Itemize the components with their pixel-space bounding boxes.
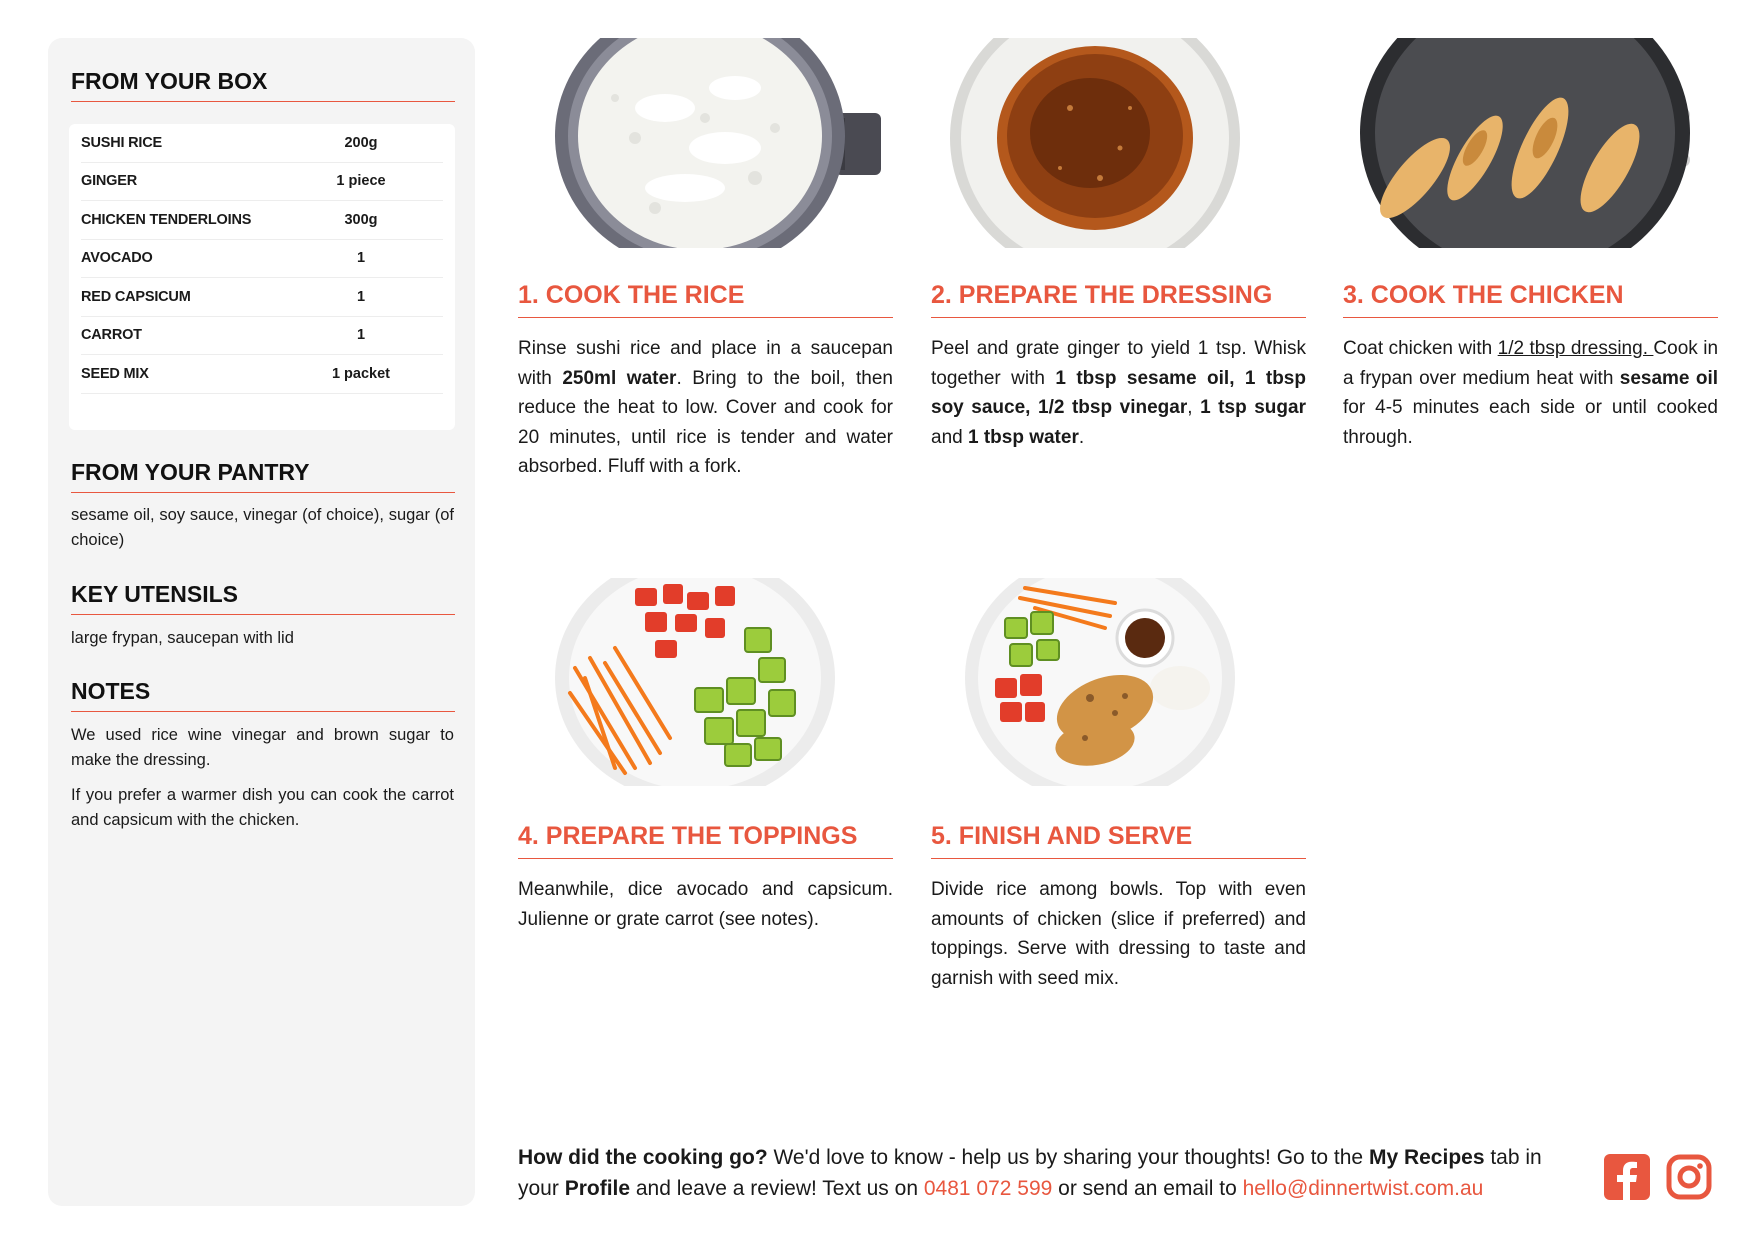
- note-2: If you prefer a warmer dish you can cook the carrot and capsicum with the chicken.: [71, 786, 454, 829]
- text-segment: Divide rice among bowls. Top with even amounts of chicken (slice if preferred) and toppings. Serve with dressing to taste and garnish with seed mix.: [931, 879, 1306, 989]
- from-your-pantry-heading: FROM YOUR PANTRY: [71, 459, 455, 493]
- box-ingredient-row: [81, 355, 443, 394]
- text-segment: Rinse sushi rice and place in a saucepan with: [518, 338, 893, 389]
- text-segment: We'd love to know - help us by sharing your thoughts! Go to the: [767, 1146, 1369, 1169]
- text-segment: 1 tsp sugar: [1200, 397, 1306, 418]
- facebook-icon[interactable]: [1604, 1154, 1650, 1200]
- box-ingredient-row: [81, 240, 443, 279]
- text-segment: Profile: [564, 1177, 631, 1200]
- text-segment: 1/2 tbsp dressing.: [1497, 338, 1654, 359]
- ingredient-quantity: 200g: [344, 134, 378, 151]
- step-3-text: [1343, 334, 1718, 452]
- note-1: We used rice wine vinegar and brown sugar to make the dressing.: [71, 726, 454, 769]
- step-2-text: [931, 334, 1306, 452]
- box-ingredient-row: [81, 124, 443, 163]
- pantry-text: sesame oil, soy sauce, vinegar (of choice), sugar (of choice): [71, 506, 454, 549]
- box-ingredients-table: [69, 124, 455, 430]
- ingredient-quantity: 1: [356, 288, 366, 305]
- box-ingredient-row: [81, 317, 443, 356]
- ingredient-name: SEED MIX: [81, 365, 149, 382]
- step-4-text: [518, 875, 893, 934]
- text-segment: Coat chicken with: [1343, 338, 1498, 359]
- text-segment: How did the cooking go?: [518, 1146, 768, 1169]
- step-5-photo-finished-plate: [965, 578, 1235, 786]
- ingredient-quantity: 1: [356, 250, 366, 267]
- text-segment: My Recipes: [1368, 1146, 1485, 1169]
- ingredient-quantity: 1: [356, 327, 366, 344]
- ingredient-name: GINGER: [81, 173, 137, 190]
- text-segment: 250ml water: [562, 367, 677, 389]
- box-ingredient-row: [81, 278, 443, 317]
- text-segment: and leave a review! Text us on: [630, 1177, 924, 1200]
- box-ingredient-row: [81, 201, 443, 240]
- step-2-heading: 2. PREPARE THE DRESSING: [931, 281, 1306, 318]
- text-segment: .: [1078, 426, 1085, 448]
- ingredient-quantity: 300g: [344, 211, 378, 228]
- step-4-photo-toppings-plate: [555, 578, 835, 786]
- utensils-text: large frypan, saucepan with lid: [71, 629, 294, 647]
- text-segment: Peel and grate ginger to yield 1 tsp. Whisk together with: [931, 338, 1306, 389]
- step-1-text: [518, 334, 893, 482]
- step-3-photo-chicken-frypan: [1360, 38, 1690, 248]
- text-segment: Meanwhile, dice avocado and capsicum. Julienne or grate carrot (see notes).: [518, 879, 893, 930]
- step-1-photo-rice-pot: [555, 38, 885, 248]
- text-segment: tab in your: [518, 1146, 1542, 1200]
- text-segment: sesame oil: [1619, 367, 1719, 389]
- notes-heading: NOTES: [71, 678, 455, 712]
- ingredient-name: CARROT: [81, 327, 142, 344]
- step-5-text: [931, 875, 1306, 993]
- ingredient-name: CHICKEN TENDERLOINS: [81, 211, 252, 228]
- text-segment[interactable]: hello@dinnertwist.com.au: [1242, 1177, 1484, 1200]
- ingredient-quantity: 1 packet: [331, 365, 391, 382]
- key-utensils-heading: KEY UTENSILS: [71, 581, 455, 615]
- ingredient-name: RED CAPSICUM: [81, 288, 191, 305]
- text-segment: or send an email to: [1052, 1177, 1243, 1200]
- text-segment: . Bring to the boil, then reduce the heat to low. Cover and cook for 20 minutes, until rice is tender and water absorbed. Fluff with a fork.: [518, 367, 893, 477]
- text-segment: Cook in a frypan over medium heat with: [1343, 338, 1719, 389]
- step-2-photo-dressing-bowl: [950, 38, 1240, 248]
- ingredients-sidebar: [48, 38, 475, 1206]
- text-segment: 1 tbsp water: [967, 426, 1079, 448]
- step-4-heading: 4. PREPARE THE TOPPINGS: [518, 822, 893, 859]
- from-your-box-heading: FROM YOUR BOX: [71, 68, 455, 102]
- step-3-heading: 3. COOK THE CHICKEN: [1343, 281, 1718, 318]
- text-segment: for 4-5 minutes each side or until cooked through.: [1343, 397, 1718, 448]
- text-segment: and: [931, 426, 968, 448]
- ingredient-name: AVOCADO: [81, 250, 153, 267]
- ingredient-quantity: 1 piece: [336, 173, 386, 190]
- ingredient-name: SUSHI RICE: [81, 134, 162, 151]
- text-segment: 1 tbsp sesame oil, 1 tbsp soy sauce, 1/2 tbsp vinegar: [931, 367, 1306, 418]
- step-5-heading: 5. FINISH AND SERVE: [931, 822, 1306, 859]
- feedback-message: [518, 1142, 1578, 1204]
- box-ingredient-row: [81, 163, 443, 202]
- text-segment: ,: [1187, 397, 1201, 418]
- text-segment[interactable]: 0481 072 599: [923, 1177, 1053, 1200]
- step-1-heading: 1. COOK THE RICE: [518, 281, 893, 318]
- instagram-icon[interactable]: [1666, 1154, 1712, 1200]
